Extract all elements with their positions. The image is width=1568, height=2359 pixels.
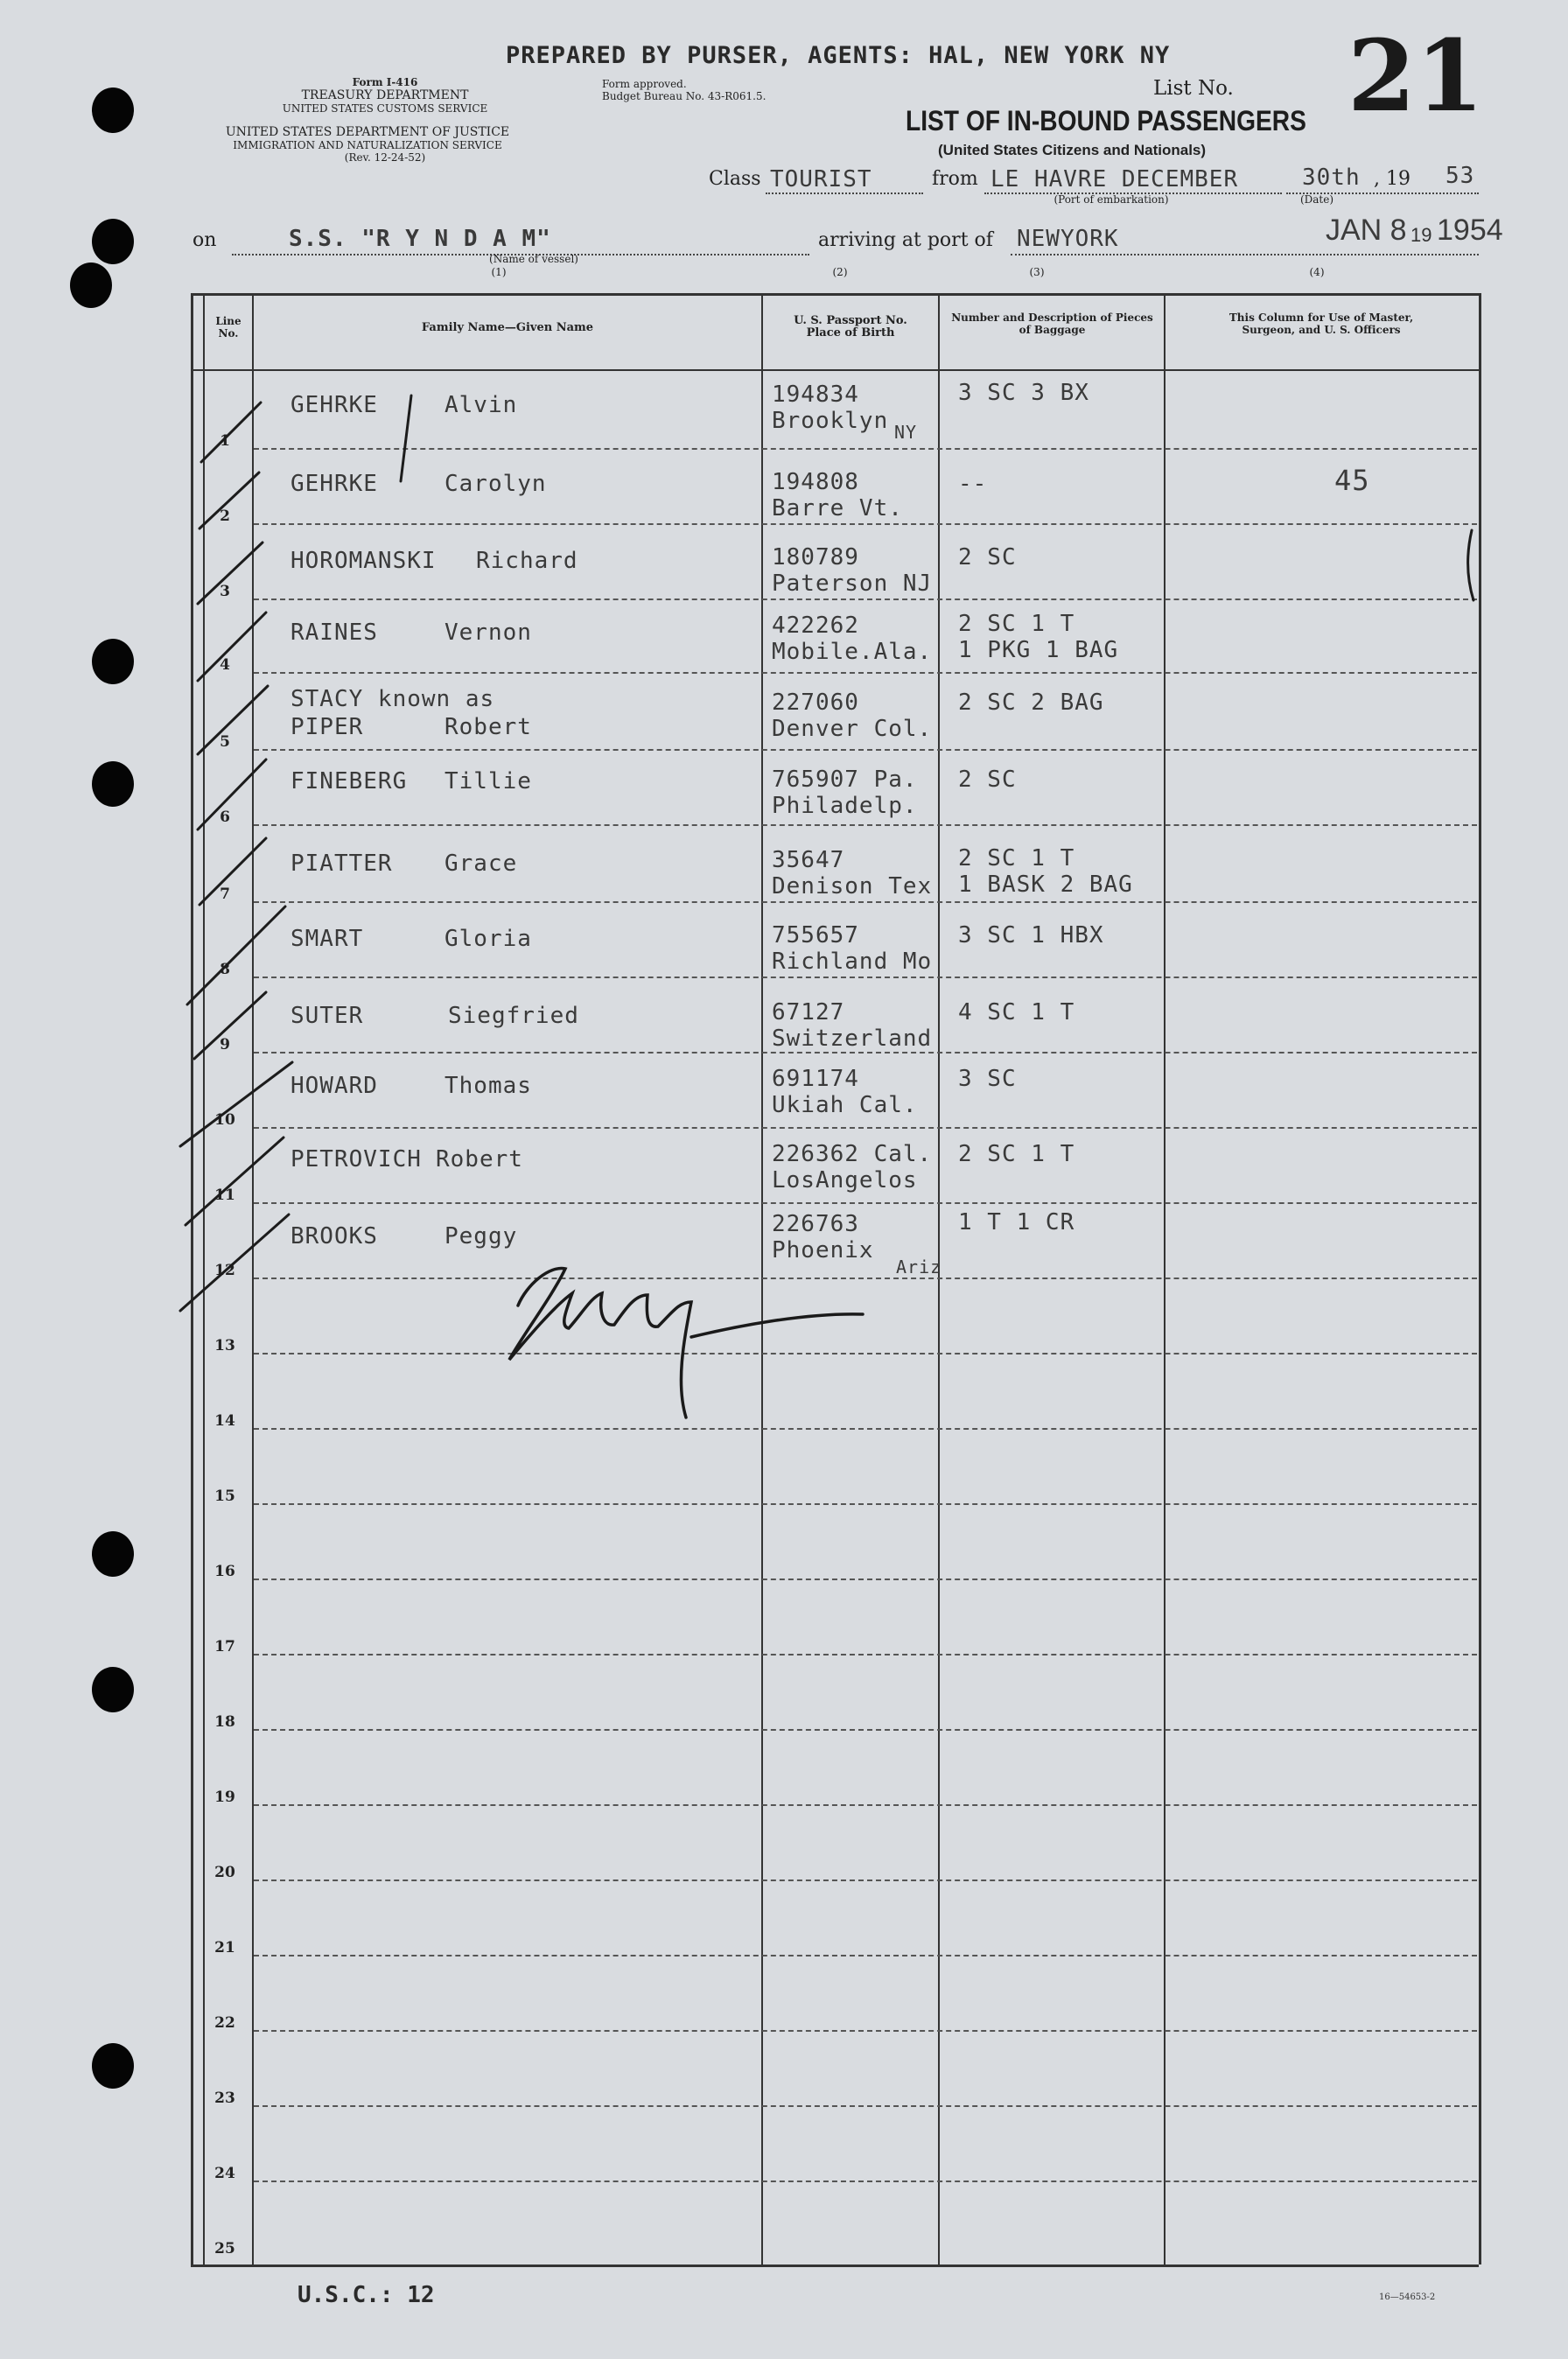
passport-number: 226362 Cal. (772, 1141, 933, 1167)
given-name: Thomas (444, 1073, 532, 1099)
header-line-no: Line No. (215, 315, 242, 340)
line-number: 16 (214, 1563, 235, 1580)
baggage: 4 SC 1 T (958, 999, 1075, 1026)
passport-number: 180789 (772, 544, 859, 570)
column-3-number: (3) (1029, 266, 1045, 278)
from-value: LE HAVRE DECEMBER (990, 166, 1239, 192)
passport-number: 422262 (772, 612, 859, 639)
arrival-year-stamp: 1954 (1437, 214, 1503, 247)
line-number: 12 (214, 1262, 235, 1279)
family-name: GEHRKE (290, 392, 378, 418)
signature (509, 1269, 863, 1418)
place-of-birth-suffix: Ariz (896, 1256, 942, 1278)
family-name: HOROMANSKI (290, 548, 437, 574)
place-of-birth: Barre Vt. (772, 495, 903, 522)
baggage: 2 SC (958, 766, 1017, 793)
check-mark (198, 686, 268, 754)
given-name: Grace (444, 850, 518, 877)
column-2-number: (2) (832, 266, 848, 278)
year-value: 53 (1446, 163, 1475, 189)
revision-label: (Rev. 12-24-52) (344, 151, 426, 164)
line-number: 23 (214, 2090, 235, 2107)
line-number: 9 (220, 1036, 230, 1054)
family-name-line-2: PIPER (290, 714, 364, 740)
baggage: 2 SC 1 T (958, 845, 1075, 872)
family-name: BROOKS (290, 1223, 378, 1250)
check-mark (200, 472, 259, 528)
justice-label: UNITED STATES DEPARTMENT OF JUSTICE (225, 125, 510, 139)
passport-number: 226763 (772, 1211, 859, 1237)
given-name: Alvin (444, 392, 518, 418)
list-no-label: List No. (1153, 77, 1234, 100)
check-mark (198, 760, 266, 830)
customs-label: UNITED STATES CUSTOMS SERVICE (282, 102, 488, 115)
family-name: HOWARD (290, 1073, 378, 1099)
line-number: 20 (214, 1864, 235, 1881)
given-name: Robert (444, 714, 532, 740)
line-number: 8 (220, 961, 230, 978)
header-passport: U. S. Passport No. Place of Birth (794, 314, 907, 340)
family-name: GEHRKE (290, 471, 378, 497)
print-code: 16—54653-2 (1379, 2292, 1436, 2302)
usc-code: U.S.C.: 12 (298, 2282, 435, 2308)
baggage: -- (958, 471, 988, 497)
given-name: Carolyn (444, 471, 547, 497)
form-id: Form I-416 (352, 76, 418, 88)
line-number: 7 (220, 886, 230, 903)
baggage: 3 SC (958, 1066, 1017, 1092)
column-4-number: (4) (1309, 266, 1325, 278)
check-mark (180, 1214, 289, 1311)
header-name: Family Name—Given Name (421, 321, 594, 334)
line-number: 13 (214, 1337, 235, 1354)
line-number: 24 (214, 2165, 235, 2182)
year-prefix: , 19 (1374, 168, 1410, 190)
margin-mark (1468, 530, 1474, 600)
on-label: on (192, 229, 217, 251)
passport-number: 194808 (772, 469, 859, 495)
vessel-name: S.S. "R Y N D A M" (289, 226, 551, 252)
family-name: FINEBERG (290, 768, 408, 794)
class-label: Class (709, 168, 761, 190)
line-number: 14 (214, 1412, 235, 1430)
passport-number: 67127 (772, 999, 845, 1026)
check-mark (200, 838, 266, 905)
line-number: 11 (214, 1186, 235, 1204)
check-mark (201, 402, 261, 462)
line-number: 5 (220, 733, 230, 751)
given-name: Tillie (444, 768, 532, 794)
line-number: 19 (214, 1788, 235, 1806)
check-mark (198, 542, 262, 604)
passport-number: 691174 (772, 1066, 859, 1092)
baggage-line-2: 1 PKG 1 BAG (958, 637, 1119, 663)
date-caption: (Date) (1299, 193, 1334, 206)
given-name: Gloria (444, 926, 532, 952)
arrival-port: NEWYORK (1017, 226, 1119, 252)
line-number: 25 (214, 2240, 235, 2258)
line-number: 3 (220, 583, 230, 600)
passport-number: 755657 (772, 922, 859, 948)
arriving-label: arriving at port of (818, 229, 993, 251)
baggage: 2 SC (958, 544, 1017, 570)
family-name: STACY known as (290, 686, 495, 712)
baggage: 3 SC 3 BX (958, 380, 1089, 406)
check-mark (198, 612, 266, 681)
check-mark (401, 396, 411, 481)
line-number: 4 (220, 656, 230, 674)
treasury-label: TREASURY DEPARTMENT (301, 88, 469, 102)
place-of-birth: Brooklyn (772, 408, 889, 434)
baggage: 2 SC 1 T (958, 611, 1075, 637)
check-mark (187, 906, 285, 1004)
vessel-caption: (Name of vessel) (489, 253, 578, 265)
baggage: 2 SC 2 BAG (958, 690, 1104, 716)
line-number: 2 (220, 508, 230, 525)
place-of-birth-suffix: NY (894, 422, 918, 443)
header-baggage: Number and Description of Pieces of Baggage (951, 312, 1153, 336)
baggage: 2 SC 1 T (958, 1141, 1075, 1167)
family-name: SUTER (290, 1003, 364, 1029)
place-of-birth: Paterson NJ (772, 570, 933, 597)
line-number: 15 (214, 1488, 235, 1505)
given-name: Robert (436, 1146, 523, 1172)
line-number: 1 (220, 432, 230, 450)
line-number: 21 (214, 1939, 235, 1956)
line-number: 17 (214, 1638, 235, 1656)
given-name: Richard (476, 548, 578, 574)
baggage: 1 T 1 CR (958, 1209, 1075, 1236)
line-number: 18 (214, 1713, 235, 1731)
place-of-birth: Switzerland (772, 1026, 933, 1052)
baggage-line-2: 1 BASK 2 BAG (958, 872, 1133, 898)
line-number: 6 (220, 808, 230, 826)
line-number: 22 (214, 2014, 235, 2032)
page-subtitle: (United States Citizens and Nationals) (938, 142, 1207, 158)
given-name: Siegfried (448, 1003, 579, 1029)
place-of-birth: Denison Tex (772, 873, 933, 900)
prepared-by-line: PREPARED BY PURSER, AGENTS: HAL, NEW YORK NY (506, 42, 1171, 69)
passport-number: 765907 Pa. (772, 766, 918, 793)
place-of-birth: Philadelp. (772, 793, 918, 819)
place-of-birth: Mobile.Ala. (772, 639, 933, 665)
arrival-year-prefix: 19 (1410, 224, 1432, 246)
column-1-number: (1) (491, 266, 507, 278)
family-name: PETROVICH (290, 1146, 422, 1172)
from-label: from (932, 168, 978, 190)
passport-number: 227060 (772, 690, 859, 716)
place-of-birth: Phoenix (772, 1237, 874, 1264)
place-of-birth: Richland Mo (772, 948, 933, 975)
check-mark (180, 1062, 292, 1146)
form-approved: Form approved. (602, 78, 687, 90)
line-number: 10 (214, 1111, 235, 1129)
header-officers: This Column for Use of Master, Surgeon, and U. S. Officers (1228, 312, 1414, 336)
list-number: 21 (1348, 19, 1484, 134)
place-of-birth: LosAngelos (772, 1167, 918, 1194)
place-of-birth: Ukiah Cal. (772, 1092, 918, 1118)
date-value: 30th (1302, 164, 1361, 191)
family-name: SMART (290, 926, 364, 952)
passport-number: 35647 (772, 847, 845, 873)
given-name: Vernon (444, 620, 532, 646)
place-of-birth: Denver Col. (772, 716, 933, 742)
passport-number: 194834 (772, 382, 859, 408)
given-name: Peggy (444, 1223, 518, 1250)
ins-label: IMMIGRATION AND NATURALIZATION SERVICE (233, 139, 502, 151)
family-name: RAINES (290, 620, 378, 646)
check-mark (194, 992, 266, 1059)
officer-note: 45 (1334, 464, 1370, 497)
check-mark (186, 1138, 284, 1225)
class-value: TOURIST (770, 166, 872, 192)
page-title: LIST OF IN-BOUND PASSENGERS (906, 105, 1306, 136)
baggage: 3 SC 1 HBX (958, 922, 1104, 948)
port-embarkation-caption: (Port of embarkation) (1054, 193, 1169, 206)
arrival-date-stamp: JAN 8 (1326, 214, 1407, 247)
budget-bureau: Budget Bureau No. 43-R061.5. (602, 90, 766, 102)
family-name: PIATTER (290, 850, 393, 877)
